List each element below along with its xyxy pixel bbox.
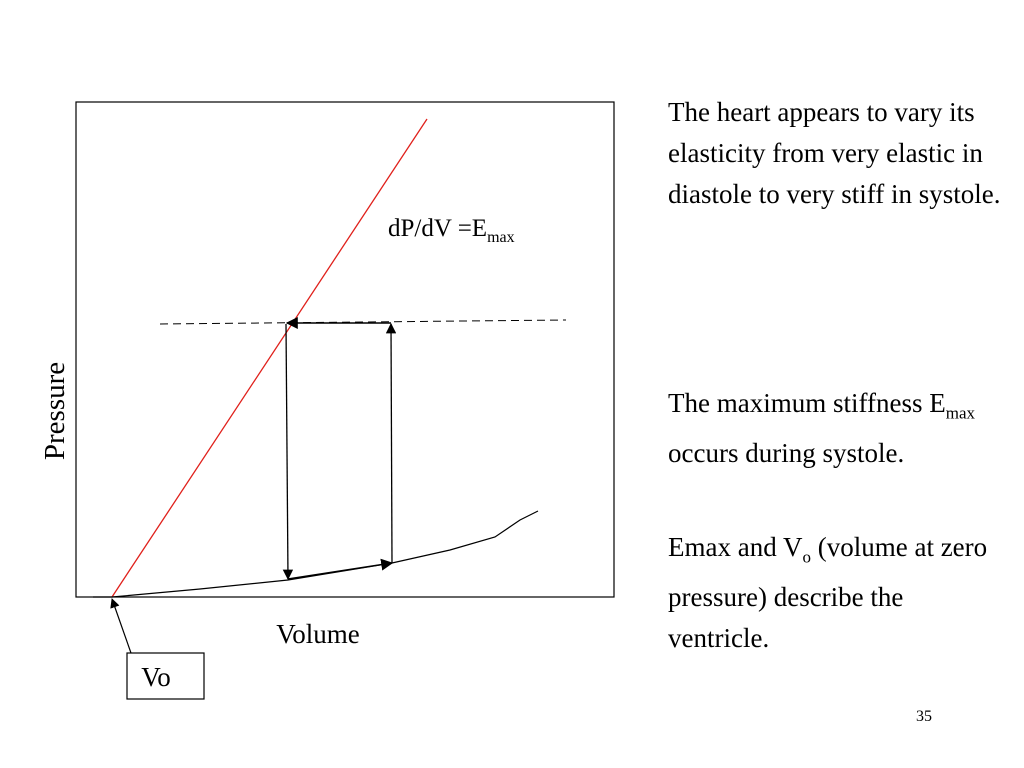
slope-label: $dP/dV =E_{max}$ [388,215,515,246]
slope-label-subscript: max [487,229,515,246]
ejection-arrow [286,324,288,579]
vo-label: Vo [141,662,171,692]
paragraph-emax-vo: Emax and $V_o$ (volume at zero pressure) describe the ventricle. [668,532,988,654]
emax-subscript: max [945,403,975,423]
paragraph-max-stiffness: The maximum stiffness $E_{max}$ occurs during systole. [668,388,975,469]
filling-arrow [288,563,392,579]
y-axis-label: Pressure [39,361,71,461]
vo-pointer-arrow [112,599,131,653]
slide-number: 35 [916,708,932,725]
contraction-arrow [391,324,392,563]
plot-frame [76,102,614,597]
x-axis-label: Volume [276,619,360,649]
vo-subscript: o [802,547,811,567]
espvr-line [112,119,427,597]
paragraph-elasticity: The heart appears to vary its elasticity from very elastic in diastole to very stiff in systole. [668,97,1001,209]
